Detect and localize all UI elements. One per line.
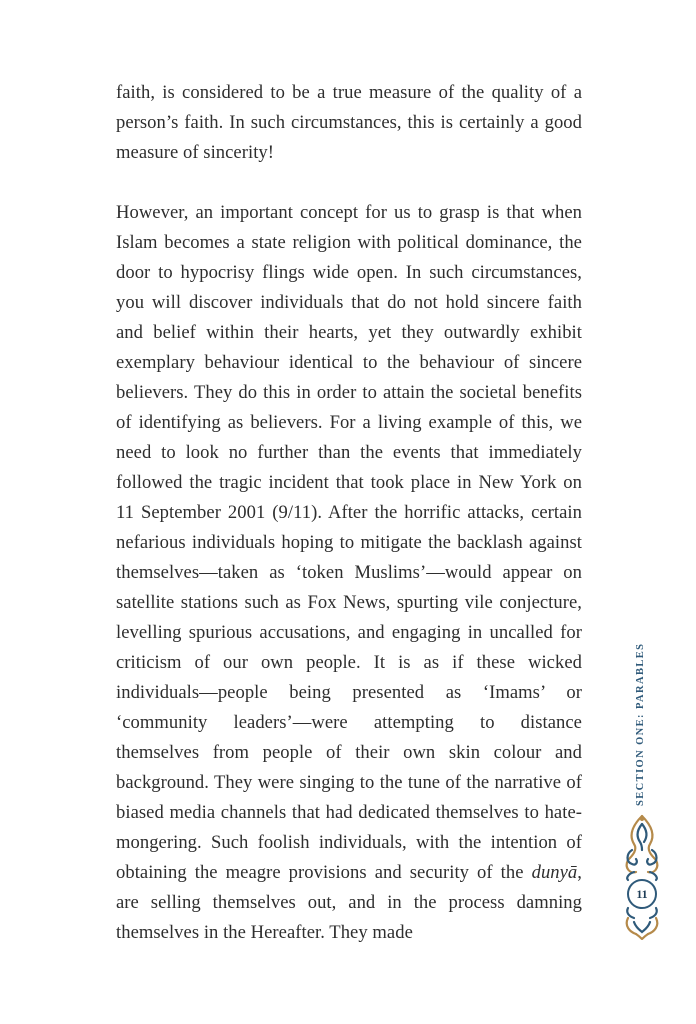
section-label: SECTION ONE: PARABLES xyxy=(635,642,646,806)
page-body xyxy=(116,78,582,948)
page-number: 11 xyxy=(636,887,648,901)
section-side-marker xyxy=(612,628,672,948)
paragraph-text: faith, is considered to be a true measure of the quality of a person’s faith. In such circumstances, this is certainly a good measure of sincerity! xyxy=(116,82,582,163)
arabesque-ornament-icon xyxy=(622,814,662,940)
italic-term: dunyā xyxy=(531,862,578,883)
paragraph xyxy=(116,78,582,168)
paragraph-text: , are selling themselves out, and in the process damning themselves in the Hereafter. They made xyxy=(116,862,582,943)
paragraph-text: However, an important concept for us to grasp is that when Islam becomes a state religion with political dominance, the door to hypocrisy flings wide open. In such circumstances, you will discover individuals that do not hold sincere faith and belief within their hearts, yet they outwardly exhibit exemplary behaviour identical to the behaviour of sincere believers. They do this in order to attain the societal benefits of identifying as believers. For a living example of this, we need to look no further than the events that immediately followed the tragic incident that took place in New York on 11 September 2001 (9/11). After the horrific attacks, certain nefarious individuals hoping to mitigate the backlash against themselves—taken as ‘token Muslims’—would appear on satellite stations such as Fox News, spurting vile conjecture, levelling spurious accusations, and engaging in uncalled for criticism of our own people. It is as if these wicked individuals—people being presented as ‘Imams’ or ‘community leaders’—were attempting to distance themselves from people of their own skin colour and background. They were singing to the tune of the narrative of biased media channels that had dedicated themselves to hate-mongering. Such foolish individuals, with the intention of obtaining the meagre provisions and security of the xyxy=(116,202,582,883)
paragraph xyxy=(116,198,582,948)
